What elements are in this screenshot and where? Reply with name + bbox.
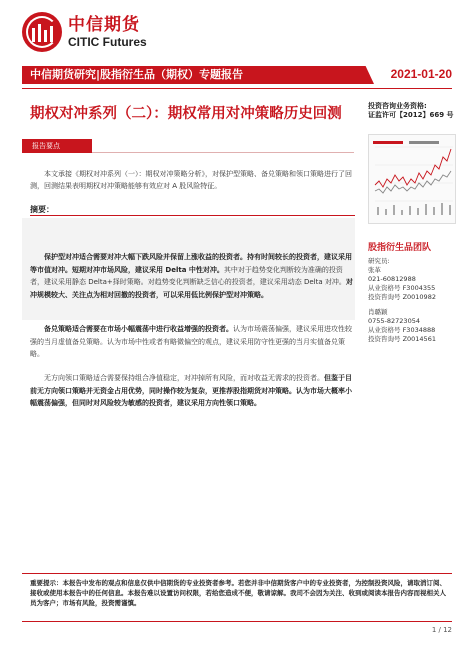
report-title: 期权对冲系列（二）：期权常用对冲策略历史回测 (30, 106, 342, 122)
chart-bar (377, 207, 379, 215)
paragraph-text: 认为市场震荡偏强，建议采用进攻性较强的当月虚值备兑策略。认为市场中性或者有略微偏空的观点，建议采用防守性更强的当月实值备兑策略。 (30, 325, 352, 358)
logo-name-cn: 中信期货 (68, 14, 140, 35)
paragraph-bold: 但鉴于目前无方向领口策略并无资金占用优势，同时操作较为复杂，更推荐股指期货对冲策略。认为市场大概率小幅震荡偏强，但同时对风险较为敏感的投资者，建议采用方向性领口策略。 (30, 374, 352, 407)
paragraph-collar (30, 372, 355, 410)
thumbnail-chart-svg (369, 135, 457, 225)
qualification-block (368, 102, 456, 120)
researcher-name: 张革 (368, 266, 381, 274)
researcher-1 (368, 257, 456, 302)
qualification-label: 投资咨询业务资格: (368, 102, 427, 110)
chart-bar (409, 206, 411, 215)
disclaimer: 重要提示：本报告中发布的观点和信息仅供中信期货的专业投资者参考。若您并非中信期货客户中的专业投资者，为控制投资风险，请取消订阅、接收或使用本报告中的任何信息。本报告难以设置访问权限，若给您造成不便，敬请谅解。我司不会因为关注、收到或阅读本报告内容而视相关人员为客户；市场有风险，投资需谨慎。 (30, 579, 446, 607)
paragraph-text: 无方向领口策略适合需要保持组合净值稳定，对冲掉所有风险，而对收益无需求的投资者。 (44, 374, 324, 382)
paragraph-bold: 保护型对冲适合需要对冲大幅下跌风险并保留上涨收益的投资者。 (44, 253, 247, 261)
intro-paragraph: 本文承接《期权对冲系列（一）：期权对冲策略分析》，对保护型策略、备兑策略和领口策略进行了回测，回测结果表明期权对冲策略能够有效应对 A 股风险特征。 (30, 170, 352, 190)
researcher-qual-2: 投资咨询号 Z0014561 (368, 335, 436, 343)
header-divider (22, 88, 452, 89)
chart-bar (433, 207, 435, 215)
thumbnail-chart (368, 134, 456, 224)
team-block (368, 244, 456, 344)
chart-series-line-2 (375, 171, 451, 193)
page-number: 1 / 12 (431, 626, 452, 634)
chart-bar (385, 209, 387, 215)
report-highlights-tag: 报告要点 (22, 139, 92, 153)
paragraph-bold: 对冲规模较大、关注点为相对回撤的投资者，可以采用低比例保护型对冲策略。 (30, 278, 353, 299)
footer-bottom-line (22, 621, 452, 622)
researcher-role: 研究员: (368, 257, 390, 265)
researcher-name: 肖璐颖 (368, 308, 388, 316)
paragraph-text: 其中对于趋势变化判断较为准确的投资者，建议采用静态 Delta+择时策略。对趋势变化判断缺乏信心的投资者，建议采用动态 Delta 对冲。 (30, 265, 346, 286)
researcher-phone: 0755-82723054 (368, 317, 420, 325)
researcher-qual-2: 投资咨询号 Z0010982 (368, 293, 436, 301)
qualification-value: 证监许可【2012】669 号 (368, 111, 454, 119)
category-bar-tail (360, 66, 374, 84)
chart-bar (449, 205, 451, 215)
report-category-bar: 中信期货研究|股指衍生品（期权）专题报告 (22, 66, 360, 84)
researcher-phone: 021-60812988 (368, 275, 416, 283)
chart-bar (417, 208, 419, 215)
summary-divider (30, 215, 355, 216)
team-title: 股指衍生品团队 (368, 243, 432, 253)
researcher-qual-1: 从业资格号 F3004355 (368, 284, 436, 292)
report-date: 2021-01-20 (390, 67, 452, 81)
chart-bar (401, 210, 403, 215)
researcher-2 (368, 308, 456, 344)
logo-name-en: CITIC Futures (68, 34, 147, 49)
chart-series-line-1 (375, 149, 451, 187)
logo (22, 12, 147, 52)
chart-legend-swatch-2 (409, 141, 439, 144)
paragraph-covered-call (30, 323, 355, 361)
chart-bar (393, 205, 395, 215)
chart-bar (441, 203, 443, 215)
paragraph-bold: 备兑策略适合需要在市场小幅震荡中进行收益增强的投资者。 (44, 325, 233, 333)
tag-divider (92, 152, 354, 153)
paragraph-protective (30, 251, 355, 301)
researcher-qual-1: 从业资格号 F3034888 (368, 326, 436, 334)
citic-logo-icon (22, 12, 62, 52)
chart-legend-swatch-1 (373, 141, 403, 144)
summary-label: 摘要： (30, 205, 54, 214)
chart-bar (425, 204, 427, 215)
paragraph-bold: 持有时间较长的投资者，建议采用等市值对冲。短期对冲市场风险，建议采用 Delta 中性对冲。 (30, 253, 352, 274)
footer-divider (22, 573, 452, 574)
